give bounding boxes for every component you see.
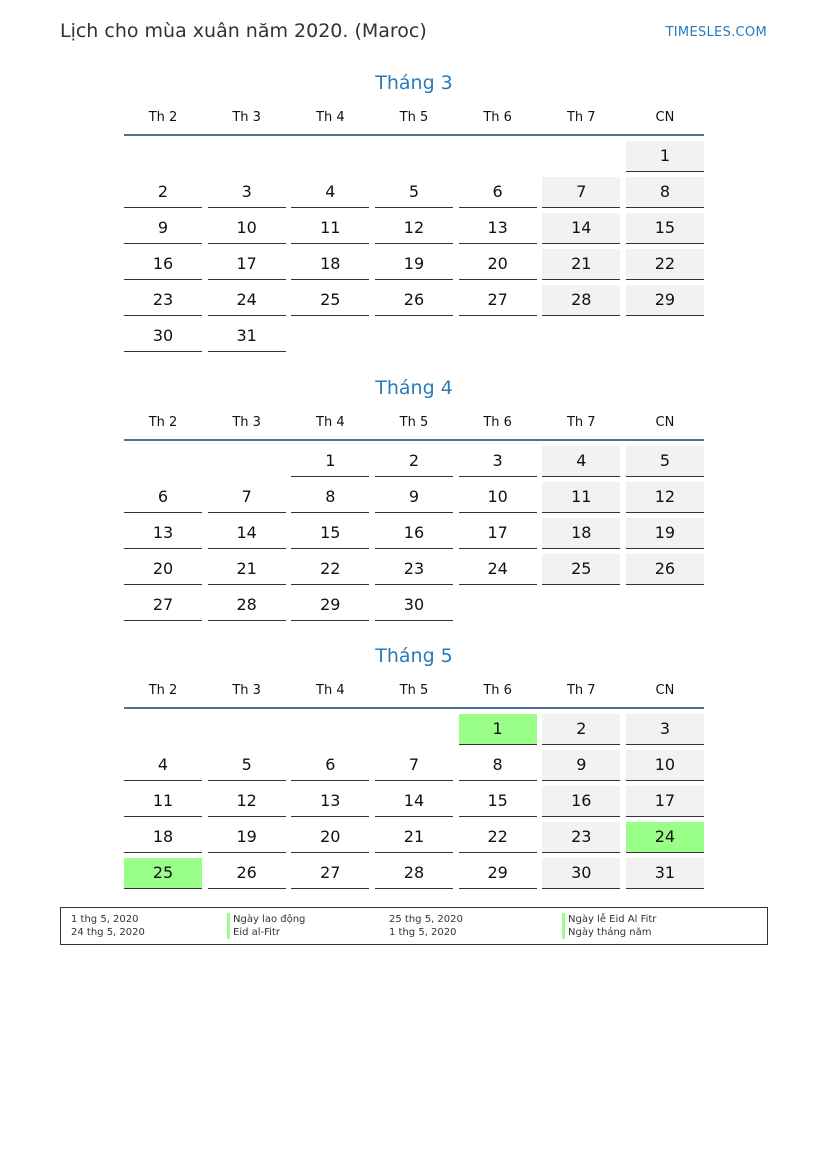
week-row — [124, 714, 704, 750]
day-cell[interactable]: 11 — [124, 786, 202, 817]
day-cell[interactable]: 1 — [291, 446, 369, 477]
day-cell — [208, 714, 286, 744]
day-cell[interactable]: 21 — [375, 822, 453, 853]
day-cell[interactable]: 28 — [375, 858, 453, 889]
day-cell[interactable]: 15 — [626, 213, 704, 244]
week-row — [124, 213, 704, 249]
day-cell[interactable]: 13 — [291, 786, 369, 817]
day-cell[interactable]: 8 — [459, 750, 537, 781]
day-cell[interactable]: 3 — [626, 714, 704, 745]
site-logo[interactable]: TIMESLES.COM — [665, 25, 767, 40]
week-row — [124, 858, 704, 894]
day-cell[interactable]: 23 — [542, 822, 620, 853]
day-cell[interactable]: 9 — [542, 750, 620, 781]
day-cell — [208, 141, 286, 171]
weekday-label: Th 7 — [566, 110, 596, 125]
legend-name: Eid al-Fitr — [227, 926, 280, 939]
weekday-label: Th 2 — [148, 415, 178, 430]
day-cell[interactable]: 10 — [208, 213, 286, 244]
day-cell[interactable]: 5 — [626, 446, 704, 477]
day-cell[interactable]: 6 — [124, 482, 202, 513]
day-cell[interactable]: 16 — [542, 786, 620, 817]
day-cell — [375, 141, 453, 171]
day-cell — [459, 590, 537, 620]
day-cell[interactable]: 9 — [375, 482, 453, 513]
day-cell[interactable]: 16 — [375, 518, 453, 549]
day-cell[interactable]: 2 — [124, 177, 202, 208]
day-cell — [124, 714, 202, 744]
day-cell[interactable]: 11 — [291, 213, 369, 244]
legend-name: Ngày lao động — [227, 913, 305, 926]
month-title: Tháng 3 — [375, 72, 453, 94]
day-cell[interactable]: 6 — [291, 750, 369, 781]
day-cell[interactable]: 24 — [626, 822, 704, 853]
day-cell[interactable]: 26 — [626, 554, 704, 585]
day-cell[interactable]: 25 — [291, 285, 369, 316]
week-row — [124, 518, 704, 554]
day-cell — [375, 321, 453, 351]
day-cell[interactable]: 4 — [542, 446, 620, 477]
day-cell[interactable]: 10 — [626, 750, 704, 781]
day-cell[interactable]: 17 — [459, 518, 537, 549]
day-cell — [626, 590, 704, 620]
day-cell[interactable]: 22 — [291, 554, 369, 585]
day-cell[interactable]: 5 — [375, 177, 453, 208]
day-cell[interactable]: 26 — [375, 285, 453, 316]
week-row — [124, 482, 704, 518]
weekday-label: Th 3 — [232, 110, 261, 125]
weekday-label: Th 5 — [399, 683, 429, 698]
week-row — [124, 177, 704, 213]
day-cell[interactable]: 2 — [375, 446, 453, 477]
week-row — [124, 750, 704, 786]
day-cell[interactable]: 12 — [626, 482, 704, 513]
day-cell — [291, 714, 369, 744]
day-cell[interactable]: 7 — [375, 750, 453, 781]
day-cell — [124, 141, 202, 171]
day-cell[interactable]: 16 — [124, 249, 202, 280]
weekday-label: Th 7 — [566, 683, 596, 698]
week-row — [124, 554, 704, 590]
day-cell[interactable]: 29 — [459, 858, 537, 889]
weekday-label: Th 3 — [232, 683, 261, 698]
month-calendar — [124, 69, 704, 357]
legend-name: Ngày tháng năm — [562, 926, 652, 939]
weekday-label: Th 5 — [399, 110, 429, 125]
day-cell[interactable]: 14 — [208, 518, 286, 549]
day-cell — [542, 590, 620, 620]
day-cell — [542, 141, 620, 171]
day-cell — [459, 321, 537, 351]
weekday-label: Th 6 — [483, 415, 512, 430]
day-cell[interactable]: 23 — [375, 554, 453, 585]
holiday-legend — [60, 907, 768, 945]
day-cell[interactable]: 25 — [124, 858, 202, 889]
weekday-label: Th 7 — [566, 415, 596, 430]
day-cell — [626, 321, 704, 351]
day-cell[interactable]: 26 — [208, 858, 286, 889]
day-cell[interactable]: 15 — [291, 518, 369, 549]
day-cell[interactable]: 6 — [459, 177, 537, 208]
day-cell[interactable]: 31 — [626, 858, 704, 889]
month-calendar — [124, 374, 704, 626]
day-cell[interactable]: 4 — [291, 177, 369, 208]
day-cell[interactable]: 2 — [542, 714, 620, 745]
day-cell[interactable]: 29 — [626, 285, 704, 316]
day-cell[interactable]: 19 — [208, 822, 286, 853]
week-row — [124, 446, 704, 482]
day-cell[interactable]: 25 — [542, 554, 620, 585]
legend-date: 1 thg 5, 2020 — [389, 927, 457, 938]
day-cell[interactable]: 21 — [208, 554, 286, 585]
day-cell[interactable]: 9 — [124, 213, 202, 244]
day-cell[interactable]: 27 — [124, 590, 202, 621]
day-cell[interactable]: 30 — [542, 858, 620, 889]
day-cell[interactable]: 12 — [375, 213, 453, 244]
month-calendar — [124, 642, 704, 894]
week-row — [124, 822, 704, 858]
weekday-label: Th 5 — [399, 415, 429, 430]
day-cell[interactable]: 1 — [459, 714, 537, 745]
weekday-label: CN — [655, 415, 675, 430]
weekday-label: Th 6 — [483, 683, 512, 698]
day-cell[interactable]: 15 — [459, 786, 537, 817]
day-cell[interactable]: 8 — [626, 177, 704, 208]
legend-date: 25 thg 5, 2020 — [389, 914, 463, 925]
day-cell[interactable]: 21 — [542, 249, 620, 280]
day-cell[interactable]: 3 — [208, 177, 286, 208]
weekday-header — [124, 411, 704, 441]
page-title: Lịch cho mùa xuân năm 2020. (Maroc) — [60, 20, 427, 42]
week-row — [124, 786, 704, 822]
day-cell[interactable]: 1 — [626, 141, 704, 172]
weekday-label: Th 2 — [148, 110, 178, 125]
day-cell[interactable]: 30 — [375, 590, 453, 621]
day-cell[interactable]: 18 — [124, 822, 202, 853]
day-cell[interactable]: 3 — [459, 446, 537, 477]
legend-date: 1 thg 5, 2020 — [71, 914, 139, 925]
day-cell[interactable]: 17 — [626, 786, 704, 817]
day-cell[interactable]: 22 — [626, 249, 704, 280]
day-cell[interactable]: 7 — [208, 482, 286, 513]
day-cell — [375, 714, 453, 744]
day-cell[interactable]: 19 — [375, 249, 453, 280]
day-cell — [291, 321, 369, 351]
day-cell[interactable]: 5 — [208, 750, 286, 781]
day-cell[interactable]: 27 — [291, 858, 369, 889]
weekday-label: Th 4 — [316, 110, 345, 125]
week-row — [124, 590, 704, 626]
day-cell — [459, 141, 537, 171]
day-cell[interactable]: 28 — [208, 590, 286, 621]
day-cell[interactable]: 22 — [459, 822, 537, 853]
day-cell[interactable]: 13 — [124, 518, 202, 549]
day-cell — [124, 446, 202, 476]
day-cell[interactable]: 28 — [542, 285, 620, 316]
day-cell[interactable]: 7 — [542, 177, 620, 208]
day-cell[interactable]: 29 — [291, 590, 369, 621]
week-row — [124, 249, 704, 285]
weekday-label: CN — [655, 683, 675, 698]
day-cell[interactable]: 4 — [124, 750, 202, 781]
weekday-header — [124, 679, 704, 709]
weekday-label: Th 4 — [316, 415, 345, 430]
day-cell[interactable]: 17 — [208, 249, 286, 280]
day-cell[interactable]: 30 — [124, 321, 202, 352]
day-cell[interactable]: 14 — [375, 786, 453, 817]
day-cell[interactable]: 11 — [542, 482, 620, 513]
day-cell — [542, 321, 620, 351]
weekday-label: Th 6 — [483, 110, 512, 125]
week-row — [124, 141, 704, 177]
day-cell[interactable]: 20 — [124, 554, 202, 585]
week-row — [124, 285, 704, 321]
day-cell[interactable]: 24 — [459, 554, 537, 585]
day-cell[interactable]: 10 — [459, 482, 537, 513]
day-cell[interactable]: 18 — [291, 249, 369, 280]
weekday-header — [124, 106, 704, 136]
day-cell — [208, 446, 286, 476]
weekday-label: Th 4 — [316, 683, 345, 698]
day-cell[interactable]: 8 — [291, 482, 369, 513]
day-cell[interactable]: 24 — [208, 285, 286, 316]
day-cell — [291, 141, 369, 171]
weekday-label: Th 3 — [232, 415, 261, 430]
weekday-label: Th 2 — [148, 683, 178, 698]
day-cell[interactable]: 13 — [459, 213, 537, 244]
week-row — [124, 321, 704, 357]
day-cell[interactable]: 19 — [626, 518, 704, 549]
day-cell[interactable]: 23 — [124, 285, 202, 316]
month-title: Tháng 5 — [375, 645, 453, 667]
day-cell[interactable]: 14 — [542, 213, 620, 244]
day-cell[interactable]: 31 — [208, 321, 286, 352]
day-cell[interactable]: 20 — [291, 822, 369, 853]
day-cell[interactable]: 18 — [542, 518, 620, 549]
legend-name: Ngày lễ Eid Al Fitr — [562, 913, 656, 926]
legend-date: 24 thg 5, 2020 — [71, 927, 145, 938]
day-cell[interactable]: 20 — [459, 249, 537, 280]
day-cell[interactable]: 27 — [459, 285, 537, 316]
day-cell[interactable]: 12 — [208, 786, 286, 817]
month-title: Tháng 4 — [375, 377, 453, 399]
weekday-label: CN — [655, 110, 675, 125]
